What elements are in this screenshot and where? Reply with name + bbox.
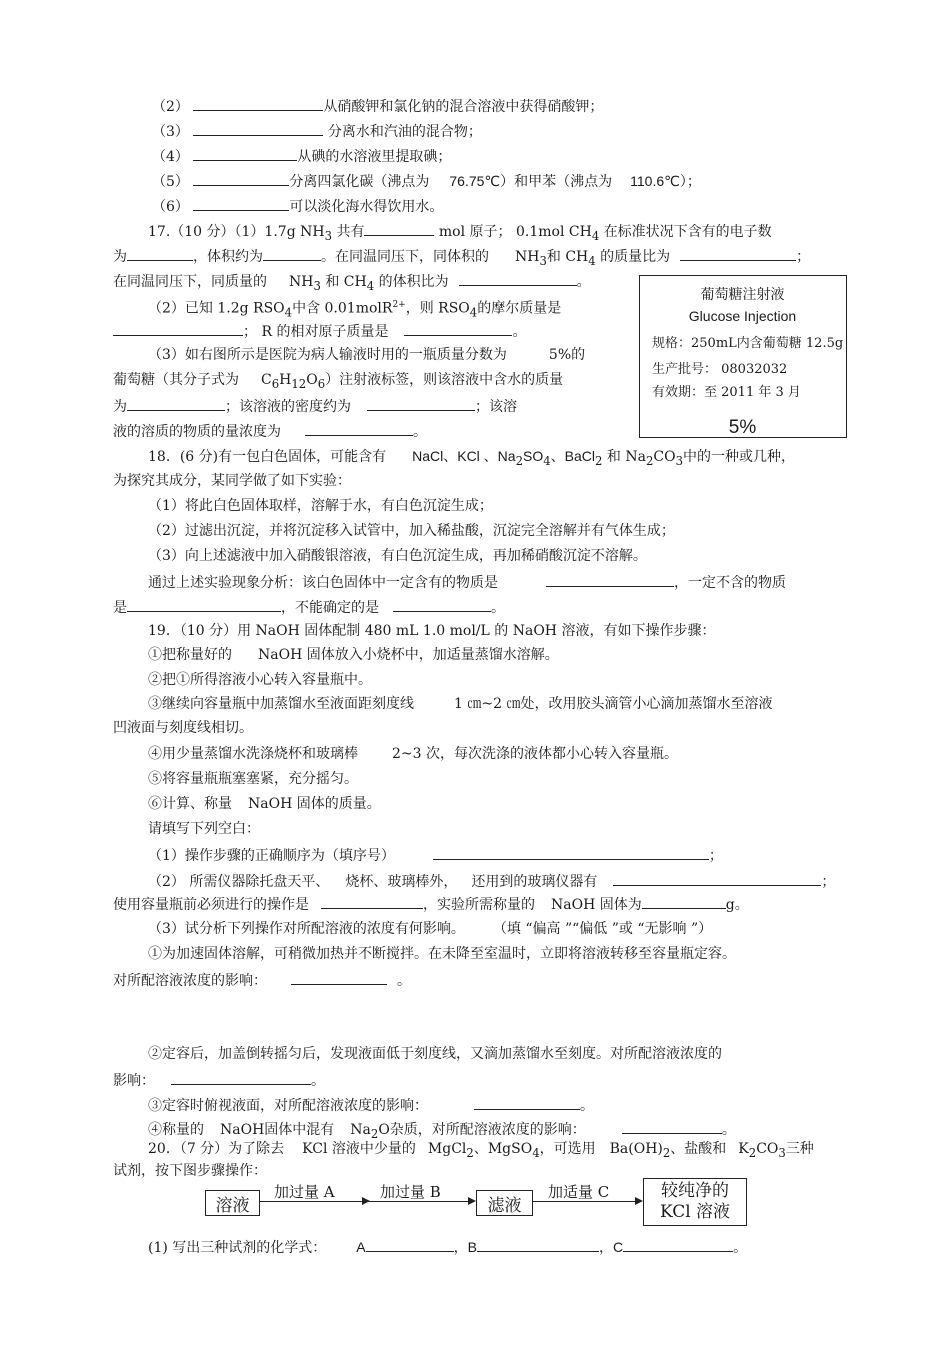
q19-part-2-cont: 使用容量瓶前必须进行的操作是 ，实验所需称量的 NaOH 固体为 g。	[113, 894, 749, 914]
blank[interactable]	[193, 146, 297, 161]
blank[interactable]	[127, 396, 225, 411]
blank[interactable]	[477, 1237, 599, 1252]
q16-line-5: （5） 分离四氯化碳（沸点为 76.75℃）和甲苯（沸点为 110.6℃）；	[152, 173, 701, 190]
blank[interactable]	[459, 271, 577, 286]
label-expiry: 有效期：至 2011 年 3 月	[652, 385, 801, 400]
flow-box-pure-kcl-line1: 较纯净的	[661, 1181, 729, 1201]
flow-box-pure-kcl-line2: KCl 溶液	[659, 1202, 731, 1222]
q19-step-6: ⑥计算、称量 NaOH 固体的质量。	[148, 796, 381, 812]
q19-part-1: （1）操作步骤的正确顺序为（填序号） ；	[148, 845, 723, 865]
q19-line-1: 19．（10 分）用 NaOH 固体配制 480 mL 1.0 mol/L 的 NaOH 溶液，有如下操作步骤：	[148, 623, 716, 639]
flow-arrow-3	[533, 1201, 641, 1202]
q17-line-2: 为 ，体积约为 。在同温同压下，同体积的 $NH_3$和 $CH_4$ 的质量比为 ；	[113, 246, 810, 270]
q17-line-6: （3）如右图所示是医院为病人输液时用的一瓶质量分数为 5%的	[148, 347, 586, 363]
blank[interactable]	[193, 121, 323, 136]
q17-line-3: 在同温同压下，同质量的 $NH_3$ 和 $CH_4$ 的体积比为 。	[113, 271, 591, 295]
q17-line-1: 17.（10 分）（1）1.7g $NH_3$ 共有 mol 原子； 0.1mol $CH_4$ 在标准状况下含有的电子数	[148, 221, 772, 245]
q19-step-5: ⑤将容量瓶瓶塞塞紧，充分摇匀。	[148, 771, 358, 787]
flow-box-pure-kcl	[643, 1178, 747, 1226]
q20-line-2: 试剂，按下图步骤操作：	[113, 1163, 267, 1179]
blank[interactable]	[642, 894, 726, 909]
blank[interactable]	[321, 894, 423, 909]
q19-step-2: ②把①所得溶液小心转入容量瓶中。	[148, 672, 372, 688]
q19-part-3: （3）试分析下列操作对所配溶液的浓度有何影响。 （填 “偏高 ”“偏低 ”或 “无影响 ”）	[148, 921, 713, 937]
q17-line-8: 为 ；该溶液的密度约为 ；该溶	[113, 396, 517, 416]
q18-line-6: 通过上述实验现象分析：该白色固体中一定含有的物质是 ，一定不含的物质	[148, 572, 786, 592]
q16-line-6: （6） 可以淡化海水得饮用水。	[152, 196, 443, 216]
q19-error-2-cont: 影响： 。	[113, 1070, 325, 1090]
label-percent: 5%	[728, 417, 757, 438]
q20-part-1: (1) 写出三种试剂的化学式： A ，B ，C 。	[148, 1239, 748, 1256]
blank[interactable]	[193, 196, 289, 211]
q19-step-3-cont: 凹液面与刻度线相切。	[113, 720, 253, 736]
blank[interactable]	[305, 421, 413, 436]
q19-error-2: ②定容后，加盖倒转摇匀后，发现液面低于刻度线，又滴加蒸馏水至刻度。对所配溶液浓度的	[148, 1046, 722, 1062]
q20-line-1: 20．（7 分）为了除去 KCl 溶液中少量的 MgCl$_2$、MgSO$_4$，可选用 $Ba(OH)_2$、盐酸和 $K_2CO_3$三种	[148, 1141, 814, 1160]
q19-error-4: ④称量的 NaOH固体中混有 $Na_2O$杂质，对所配溶液浓度的影响： 。	[148, 1119, 736, 1143]
flow-arrow-1	[260, 1201, 368, 1202]
flow-box-filtrate: 滤液	[476, 1190, 533, 1216]
blank[interactable]	[193, 171, 289, 186]
q19-fill-instruction: 请填写下列空白：	[148, 821, 260, 837]
q19-error-1: ①为加速固体溶解，可稍微加热并不断搅拌。在未降至室温时，立即将溶液转移至容量瓶定容。	[148, 946, 736, 962]
q18-line-7: 是 ，不能确定的是 。	[113, 597, 505, 617]
blank[interactable]	[393, 597, 491, 612]
flow-box-solution: 溶液	[205, 1190, 260, 1216]
blank[interactable]	[366, 1237, 454, 1252]
blank[interactable]	[404, 321, 512, 336]
blank[interactable]	[364, 221, 434, 236]
blank[interactable]	[680, 246, 796, 261]
q16-line-2: （2） 从硝酸钾和氯化钠的混合溶液中获得硝酸钾；	[152, 96, 603, 116]
flow-label-add-b: 加过量 B	[380, 1183, 441, 1201]
q18-line-1: 18．(6 分)有一包白色固体，可能含有 NaCl、KCl 、$Na_2SO_4$、BaCl$_2$ 和 $Na_2CO_3$中的一种或几种，	[148, 448, 795, 468]
q16-line-4: （4） 从碘的水溶液里提取碘；	[152, 146, 451, 166]
blank[interactable]	[613, 871, 821, 886]
flow-label-add-c: 加适量 C	[548, 1183, 610, 1201]
blank[interactable]	[127, 597, 281, 612]
blank[interactable]	[623, 1237, 733, 1252]
q19-step-3: ③继续向容量瓶中加蒸馏水至液面距刻度线 1 ㎝~2 ㎝处，改用胶头滴管小心滴加蒸馏水至溶液	[148, 696, 773, 712]
q18-line-2: 为探究其成分，某同学做了如下实验：	[113, 473, 351, 489]
q17-line-5: ； R 的相对原子质量是 。	[113, 321, 526, 341]
q19-error-3: ③定容时俯视液面，对所配溶液浓度的影响： 。	[148, 1095, 594, 1115]
q19-step-1: ①把称量好的 NaOH 固体放入小烧杯中，加适量蒸馏水溶解。	[148, 647, 559, 663]
blank[interactable]	[474, 1095, 580, 1110]
q18-step-2: （2）过滤出沉淀，并将沉淀移入试管中，加入稀盐酸，沉淀完全溶解并有气体生成；	[148, 523, 675, 539]
q18-step-1: （1）将此白色固体取样，溶解于水，有白色沉淀生成；	[148, 498, 493, 514]
flow-label-add-a: 加过量 A	[274, 1183, 335, 1201]
blank[interactable]	[433, 845, 709, 860]
q19-part-2: （2） 所需仪器除托盘天平、 烧杯、玻璃棒外， 还用到的玻璃仪器有 ；	[148, 871, 835, 891]
q16-line-3: （3） 分离水和汽油的混合物；	[152, 121, 482, 141]
label-spec: 规格：250mL内含葡萄糖 12.5g	[652, 336, 844, 351]
blank[interactable]	[113, 321, 243, 336]
blank[interactable]	[291, 970, 387, 985]
flow-arrow-2	[368, 1201, 474, 1202]
blank[interactable]	[171, 1070, 311, 1085]
label-title: 葡萄糖注射液	[700, 287, 785, 303]
glucose-injection-label	[639, 275, 847, 438]
blank[interactable]	[546, 572, 674, 587]
label-english-name: Glucose Injection	[688, 308, 797, 324]
label-batch: 生产批号： 08032032	[652, 362, 788, 377]
blank[interactable]	[367, 396, 475, 411]
q19-error-1-cont: 对所配溶液浓度的影响： 。	[113, 970, 411, 990]
q17-line-4: （2）已知 1.2g $RSO_4$中含 0.01molR$^{2+}$，则 $RSO_4$的摩尔质量是	[148, 300, 562, 320]
q17-line-7: 葡萄糖（其分子式为 $C_6H_{12}O_6$）注射液标签，则该溶液中含水的质量	[113, 372, 564, 391]
blank[interactable]	[193, 96, 323, 111]
blank[interactable]	[622, 1119, 722, 1134]
q19-step-4: ④用少量蒸馏水洗涤烧杯和玻璃棒 2~3 次，每次洗涤的液体都小心转入容量瓶。	[148, 746, 678, 762]
blank[interactable]	[263, 246, 321, 261]
blank[interactable]	[127, 246, 193, 261]
q17-line-9: 液的溶质的物质的量浓度为 。	[113, 421, 427, 441]
q18-step-3: （3）向上述滤液中加入硝酸银溶液，有白色沉淀生成，再加稀硝酸沉淀不溶解。	[148, 548, 647, 564]
